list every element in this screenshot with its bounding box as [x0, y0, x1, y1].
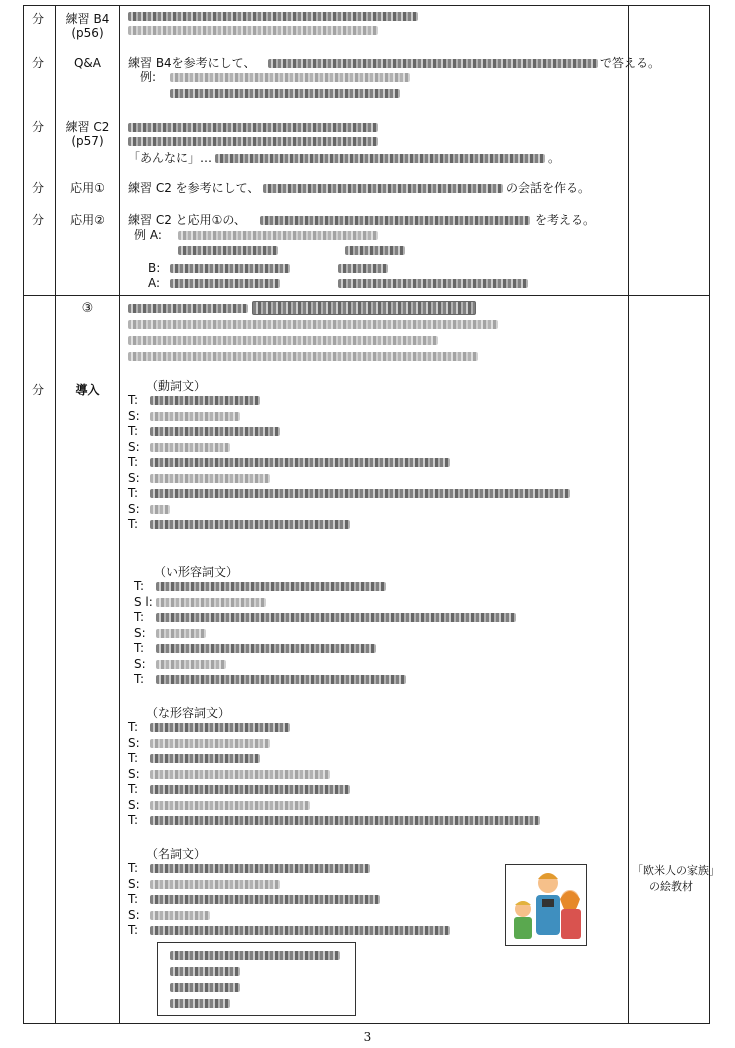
speaker-label: S: [128, 501, 140, 516]
redacted-text [150, 739, 270, 748]
redacted-text [338, 279, 528, 288]
step-sub-label: (p57) [71, 134, 104, 148]
page-number: 3 [363, 1030, 372, 1044]
redacted-text [128, 26, 378, 35]
redacted-text [150, 770, 330, 779]
redacted-text [128, 320, 498, 329]
group-heading: （名詞文） [146, 847, 207, 861]
redacted-text [150, 895, 380, 904]
speaker-label: T: [134, 641, 145, 655]
speaker-label: S: [128, 408, 140, 423]
speaker-label: T: [128, 892, 139, 906]
speaker-label: T: [128, 393, 139, 407]
redacted-text [178, 231, 378, 240]
group-heading: （な形容詞文） [146, 706, 231, 720]
redacted-text [156, 644, 376, 653]
speaker-label: T: [128, 751, 139, 765]
speaker-label: T: [128, 813, 139, 827]
redacted-text [128, 123, 378, 132]
redacted-text [156, 582, 386, 591]
redacted-text [170, 967, 240, 976]
redacted-text [150, 785, 350, 794]
redacted-text [150, 864, 370, 873]
content-text: で答える。 [600, 56, 661, 70]
content-text: の会話を作る。 [506, 181, 591, 195]
speaker-label: S: [128, 766, 140, 781]
redacted-text [150, 754, 260, 763]
speaker-label: S: [128, 470, 140, 485]
speaker-label: T: [128, 455, 139, 469]
redacted-text [178, 246, 278, 255]
redacted-text [150, 427, 280, 436]
redacted-text [128, 336, 438, 345]
speaker-label: S: [128, 876, 140, 891]
speaker-label: S: [128, 735, 140, 750]
speaker-label: S: [134, 656, 146, 671]
step-number: ③ [81, 301, 94, 316]
speaker-label: T: [128, 923, 139, 937]
redacted-text [156, 598, 266, 607]
speaker-label: T: [134, 610, 145, 624]
redacted-text [170, 983, 240, 992]
step-label: 導入 [75, 383, 100, 397]
redacted-text [150, 474, 270, 483]
speaker-label: T: [128, 782, 139, 796]
redacted-text [156, 629, 206, 638]
redacted-text [128, 352, 478, 361]
redacted-boxed-text [252, 301, 476, 315]
redacted-text [156, 675, 406, 684]
redacted-text [345, 246, 405, 255]
speaker-label: T: [128, 486, 139, 500]
table-row [24, 6, 710, 296]
redacted-text [150, 458, 450, 467]
step-label: 練習 B4 [65, 12, 110, 26]
example-label: 例 A: [134, 228, 162, 242]
redacted-text [128, 137, 378, 146]
example-label: 例: [140, 70, 157, 84]
redacted-text [170, 999, 230, 1008]
redacted-text [156, 660, 226, 669]
lesson-plan-table [23, 5, 720, 1024]
redacted-text [268, 59, 598, 68]
redacted-text [170, 951, 340, 960]
redacted-text [150, 926, 450, 935]
redacted-text [150, 911, 210, 920]
table-row [24, 296, 710, 1024]
note-line: の絵教材 [649, 880, 693, 893]
note-line: 「欧米人の家族」 [632, 864, 720, 877]
redacted-text [170, 89, 400, 98]
speaker-label: A: [148, 276, 161, 290]
speaker-label: S: [128, 907, 140, 922]
content-text: を考える。 [535, 213, 596, 227]
content-text: 。 [548, 151, 561, 165]
speaker-label: T: [128, 424, 139, 438]
content-text: 練習 C2 と応用①の、 [128, 213, 246, 227]
time-label: 分 [32, 56, 45, 70]
redacted-text [150, 489, 570, 498]
speaker-label: T: [128, 517, 139, 531]
step-label: 練習 C2 [65, 120, 110, 134]
time-label: 分 [32, 383, 45, 397]
time-label: 分 [32, 181, 45, 195]
redacted-text [170, 73, 410, 82]
speaker-label: S l: [134, 594, 153, 609]
time-label: 分 [32, 120, 45, 134]
family-illustration-svg [506, 865, 586, 945]
speaker-label: T: [134, 672, 145, 686]
family-illustration [505, 864, 587, 946]
step-label: 応用② [70, 213, 105, 227]
boxed-note [157, 942, 356, 1016]
group-heading: （動詞文） [146, 379, 207, 393]
redacted-text [150, 723, 290, 732]
redacted-text [338, 264, 388, 273]
time-label: 分 [32, 12, 45, 26]
content-text: 練習 C2 を参考にして、 [128, 181, 260, 195]
step-label: Q&A [73, 56, 101, 70]
speaker-label: B: [148, 261, 161, 275]
quote-text: 「あんなに」… [128, 151, 213, 165]
redacted-text [150, 505, 170, 514]
redacted-text [150, 443, 230, 452]
redacted-text [260, 216, 530, 225]
redacted-text [150, 520, 350, 529]
time-label: 分 [32, 213, 45, 227]
speaker-label: S: [128, 439, 140, 454]
step-sub-label: (p56) [71, 26, 104, 40]
redacted-text [128, 304, 248, 313]
redacted-text [150, 816, 540, 825]
redacted-text [170, 264, 290, 273]
redacted-text [156, 613, 516, 622]
speaker-label: S: [134, 625, 146, 640]
redacted-text [150, 801, 310, 810]
speaker-label: T: [128, 720, 139, 734]
speaker-label: T: [128, 861, 139, 875]
redacted-text [263, 184, 503, 193]
group-heading: （い形容詞文） [154, 565, 239, 579]
content-text: 練習 B4を参考にして、 [128, 56, 256, 70]
redacted-text [128, 12, 418, 21]
redacted-text [150, 880, 280, 889]
redacted-text [170, 279, 280, 288]
speaker-label: S: [128, 797, 140, 812]
speaker-label: T: [134, 579, 145, 593]
redacted-text [150, 412, 240, 421]
redacted-text [215, 154, 545, 163]
redacted-text [150, 396, 260, 405]
step-label: 応用① [70, 181, 105, 195]
